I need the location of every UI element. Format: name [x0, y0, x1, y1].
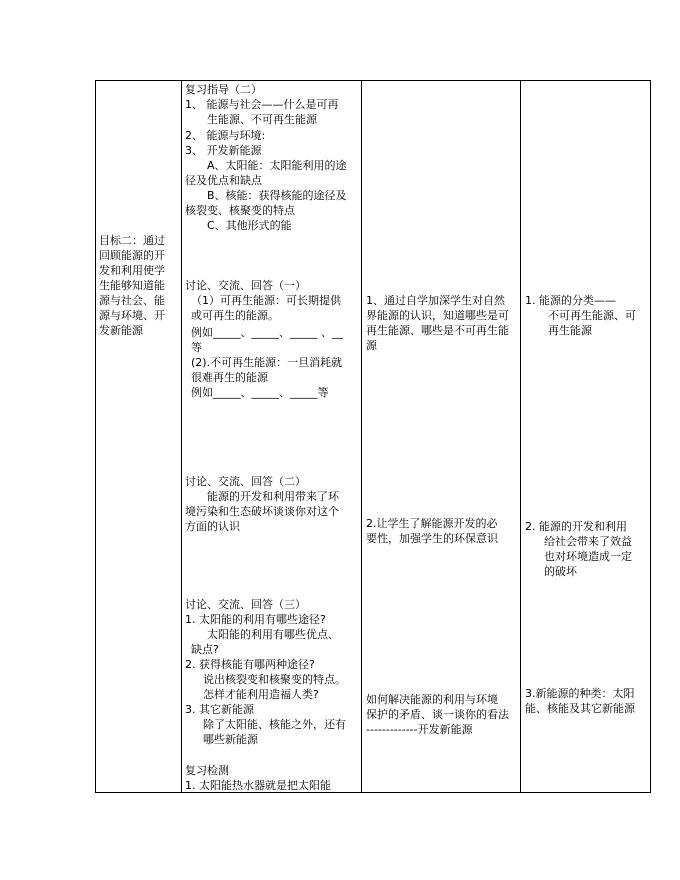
objective-line: 回顾能源的开	[99, 249, 165, 262]
summary2-line: 的破坏	[544, 565, 577, 578]
guide-line: 生能源、不可再生能源	[207, 113, 317, 126]
note2-line: 要性，加强学生的环保意识	[366, 532, 498, 545]
summary3-line: 能、核能及其它新能源	[525, 702, 635, 715]
summary3-line: 3.新能源的种类：太阳	[525, 687, 635, 700]
summary1-line: 不可再生能源、可	[548, 309, 636, 322]
discuss1-line: (2).不可再生能源：一旦消耗就	[191, 356, 343, 369]
summary1-line: 1. 能源的分类——	[525, 294, 616, 307]
check-title: 复习检测	[185, 764, 229, 777]
discuss3-line: 除了太阳能、核能之外，还有	[203, 718, 346, 731]
note2-line: 2.让学生了解能源开发的必	[366, 517, 498, 530]
column-divider-1	[181, 80, 182, 793]
summary2-line: 2. 能源的开发和利用	[525, 520, 627, 533]
discuss3-title: 讨论、交流、回答（三）	[185, 598, 306, 611]
note3-line: 保护的矛盾、谈一谈你的看法	[366, 708, 509, 721]
note1-line: 1、通过自学加深学生对自然	[366, 294, 505, 307]
objective-line: 源与环境、开	[99, 309, 165, 322]
discuss3-line: 说出核裂变和核聚变的特点。	[203, 673, 346, 686]
discuss1-title: 讨论、交流、回答（一）	[185, 279, 306, 292]
guide-line: 1、 能源与社会——什么是可再	[185, 98, 339, 111]
objective-line: 发新能源	[99, 324, 143, 337]
note1-line: 源	[366, 339, 377, 352]
discuss1-line: 例如_____、_____、_____等	[191, 386, 329, 399]
summary2-line: 给社会带来了效益	[544, 535, 632, 548]
guide-line: A、太阳能：太阳能利用的途	[207, 159, 347, 172]
discuss3-line: 1. 太阳能的利用有哪些途径?	[185, 613, 326, 626]
guide-title: 复习指导（二）	[185, 83, 262, 96]
discuss3-line: 怎样才能利用造福人类?	[203, 688, 319, 701]
summary1-line: 再生能源	[548, 324, 592, 337]
objective-line: 生能够知道能	[99, 279, 165, 292]
discuss2-line: 方面的认识	[185, 520, 240, 533]
discuss3-line: 3. 其它新能源	[185, 703, 254, 716]
discuss1-line: 很难再生的能源	[191, 371, 268, 384]
guide-line: 径及优点和缺点	[185, 174, 262, 187]
check-line: 1. 太阳能热水器就是把太阳能	[185, 779, 331, 792]
guide-line: 3、 开发新能源	[185, 144, 262, 157]
column-divider-3	[520, 80, 521, 793]
guide-line: C、其他形式的能	[207, 219, 292, 232]
objective-cell	[99, 233, 165, 338]
discuss2-line: 境污染和生态破坏谈谈你对这个	[185, 505, 339, 518]
discuss1-line: 或可再生的能源。	[191, 309, 279, 322]
summary2-line: 也对环境造成一定	[544, 550, 632, 563]
discuss1-line: （1）可再生能源：可长期提供	[191, 294, 341, 307]
discuss2-line: 能源的开发和利用带来了环	[207, 490, 339, 503]
guide-line: 2、 能源与环境:	[185, 129, 266, 142]
objective-line: 源与社会、能	[99, 294, 165, 307]
note3-line: 如何解决能源的利用与环境	[366, 693, 498, 706]
note1-line: 界能源的认识，知道哪些是可	[366, 309, 509, 322]
discuss3-line: 2. 获得核能有哪两种途径?	[185, 658, 315, 671]
guide-line: 核裂变、核聚变的特点	[185, 204, 295, 217]
note3-line: -------------开发新能源	[366, 723, 473, 736]
note1-line: 再生能源、哪些是不可再生能	[366, 324, 509, 337]
discuss1-line: 例如_____、_____、_____ 、__	[191, 326, 343, 339]
discuss3-line: 缺点?	[191, 643, 219, 656]
discuss3-line: 太阳能的利用有哪些优点、	[207, 628, 339, 641]
objective-line: 目标二：通过	[99, 234, 165, 247]
discuss1-line: 等	[191, 341, 202, 354]
discuss3-line: 哪些新能源	[203, 733, 258, 746]
column-divider-2	[361, 80, 362, 793]
guide-line: B、核能：获得核能的途径及	[207, 189, 347, 202]
table-right-border	[650, 80, 651, 793]
table-top-border	[95, 80, 651, 81]
objective-line: 发和利用使学	[99, 264, 165, 277]
table-left-border	[95, 80, 96, 793]
discuss2-title: 讨论、交流、回答（二）	[185, 475, 306, 488]
table-bottom-border	[95, 792, 651, 793]
